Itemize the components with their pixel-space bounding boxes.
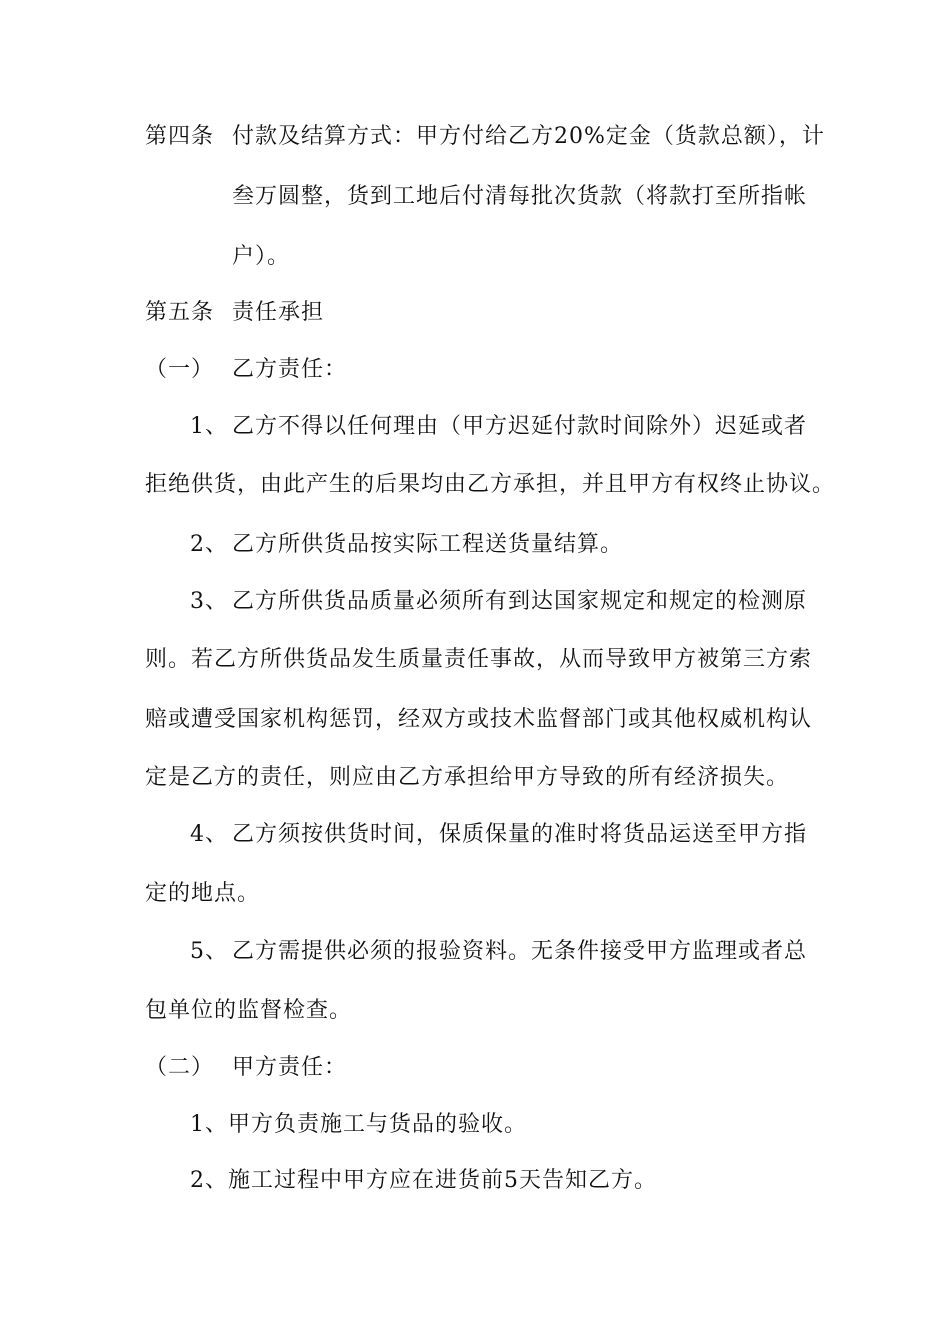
section-1-label: （一）: [145, 357, 215, 382]
party-b-item-3-line-4: 定是乙方的责任，则应由乙方承担给甲方导致的所有经济损失。: [145, 765, 790, 790]
party-b-item-3-line-1: 乙方所供货品质量必须所有到达国家规定和规定的检测原: [232, 589, 808, 614]
article-4-label: 第四条: [145, 124, 215, 149]
party-b-item-1-number: 1、: [190, 414, 228, 439]
article-4-line-1: 付款及结算方式：甲方付给乙方20%定金（货款总额），计: [232, 124, 825, 149]
party-b-item-5-line-2: 包单位的监督检查。: [145, 998, 353, 1023]
section-1-title: 乙方责任：: [232, 357, 348, 382]
article-5-label: 第五条: [145, 300, 215, 325]
party-b-item-5-line-1: 乙方需提供必须的报验资料。无条件接受甲方监理或者总: [232, 939, 808, 964]
party-b-item-2-number: 2、: [190, 532, 228, 557]
party-b-item-2-line-1: 乙方所供货品按实际工程送货量结算。: [232, 532, 624, 557]
party-b-item-4-number: 4、: [190, 822, 228, 847]
article-4-line-2: 叁万圆整，货到工地后付清每批次货款（将款打至所指帐: [232, 184, 808, 209]
party-b-item-1-line-2: 拒绝供货，由此产生的后果均由乙方承担，并且甲方有权终止协议。: [145, 472, 836, 497]
party-b-item-3-number: 3、: [190, 589, 228, 614]
article-5-title: 责任承担: [232, 300, 325, 325]
party-b-item-1-line-1: 乙方不得以任何理由（甲方迟延付款时间除外）迟延或者: [232, 414, 808, 439]
party-a-item-2: 2、施工过程中甲方应在进货前5天告知乙方。: [190, 1168, 657, 1193]
section-2-label: （二）: [145, 1055, 215, 1080]
party-b-item-4-line-1: 乙方须按供货时间，保质保量的准时将货品运送至甲方指: [232, 822, 808, 847]
party-b-item-3-line-3: 赔或遭受国家机构惩罚，经双方或技术监督部门或其他权威机构认: [145, 707, 813, 732]
section-2-title: 甲方责任：: [232, 1055, 348, 1080]
party-b-item-4-line-2: 定的地点。: [145, 881, 261, 906]
article-4-line-3: 户）。: [232, 244, 291, 269]
party-b-item-3-line-2: 则。若乙方所供货品发生质量责任事故，从而导致甲方被第三方索: [145, 647, 813, 672]
party-b-item-5-number: 5、: [190, 939, 228, 964]
party-a-item-1: 1、甲方负责施工与货品的验收。: [190, 1112, 527, 1137]
